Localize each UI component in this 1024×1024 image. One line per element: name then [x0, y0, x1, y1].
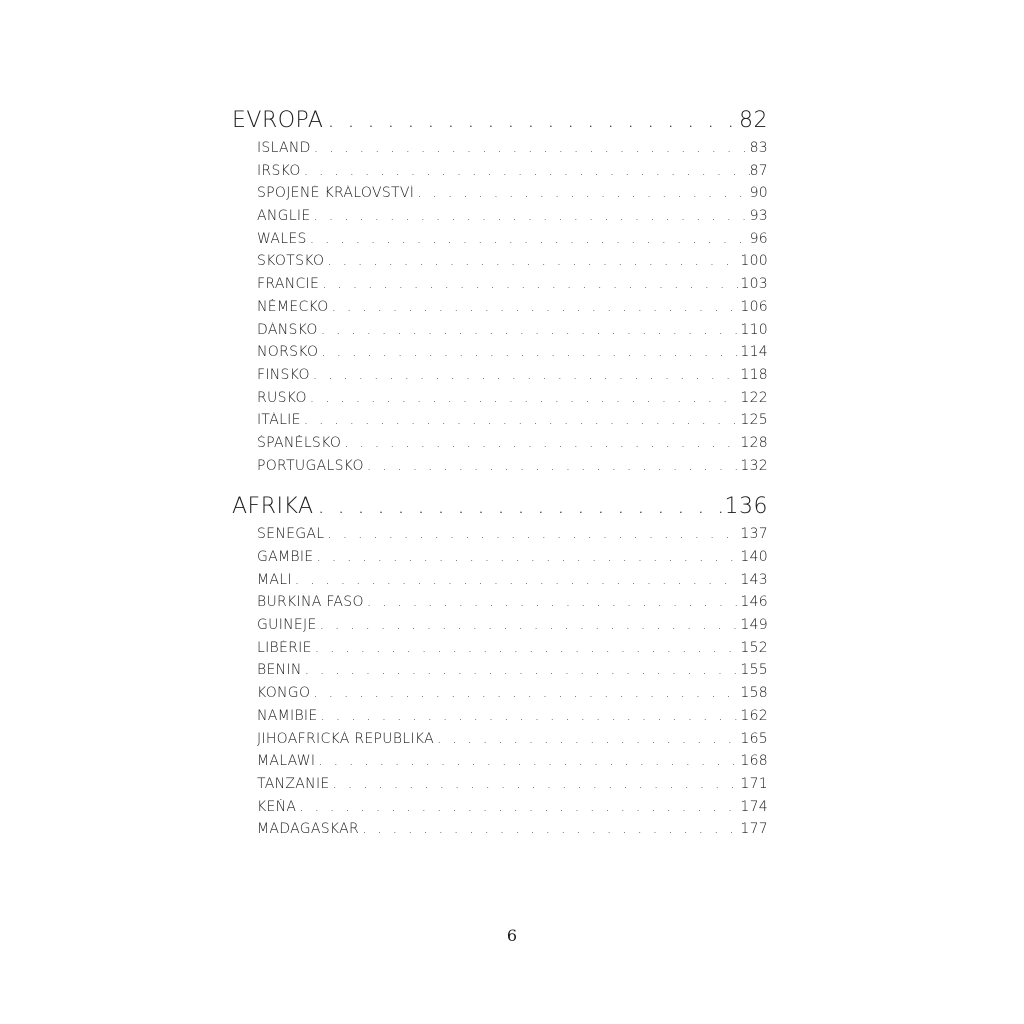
- entry-page-number: 149: [740, 617, 768, 634]
- toc-entry[interactable]: [257, 640, 768, 663]
- toc-entry[interactable]: [257, 458, 768, 481]
- entry-label: KEŇA: [257, 798, 297, 815]
- toc-entry[interactable]: [257, 185, 768, 208]
- entry-label: JIHOAFRICKÁ REPUBLIKA: [257, 730, 434, 747]
- entry-label: LIBÉRIE: [257, 639, 312, 656]
- toc-section-afrika: [232, 494, 768, 844]
- section-heading[interactable]: [232, 108, 768, 140]
- entry-page-number: 93: [749, 208, 768, 225]
- entry-page-number: 122: [740, 389, 768, 406]
- toc-entry[interactable]: [257, 435, 768, 458]
- entry-label: SKOTSKO: [257, 253, 325, 270]
- entry-label: DÁNSKO: [257, 321, 318, 338]
- entry-page-number: 168: [740, 753, 768, 770]
- entry-label: GUINEJE: [257, 617, 317, 634]
- entry-page-number: 87: [749, 162, 768, 179]
- dot-leader: [315, 753, 740, 769]
- toc-entry[interactable]: [257, 776, 768, 799]
- entry-page-number: 83: [749, 140, 768, 156]
- entry-label: ITÁLIE: [257, 412, 301, 429]
- entry-label: MALAWI: [257, 753, 316, 770]
- dot-leader: [318, 708, 741, 724]
- dot-leader: [329, 299, 741, 315]
- entry-page-number: 162: [740, 707, 768, 724]
- entry-page-number: 90: [749, 185, 768, 202]
- entry-label: RUSKO: [257, 389, 307, 406]
- entry-label: GAMBIE: [257, 549, 314, 565]
- entry-label: FRANCIE: [257, 276, 320, 293]
- dot-leader: [310, 208, 749, 224]
- dot-leader: [301, 163, 750, 179]
- toc-entry[interactable]: [257, 140, 768, 163]
- toc-entry[interactable]: [257, 367, 768, 390]
- page-number: 6: [506, 926, 518, 945]
- entry-page-number: 171: [740, 775, 768, 792]
- entry-label: IRSKO: [257, 162, 301, 179]
- dot-leader: [414, 185, 749, 201]
- entry-page-number: 110: [740, 321, 768, 338]
- dot-leader: [324, 526, 740, 542]
- entry-label: BENIN: [257, 662, 302, 679]
- toc-entry[interactable]: [257, 208, 768, 231]
- table-of-contents: [232, 108, 768, 844]
- toc-entry[interactable]: [257, 708, 768, 731]
- section-title: AFRIKA: [232, 494, 314, 520]
- entry-page-number: 177: [740, 821, 768, 838]
- toc-entry[interactable]: [257, 594, 768, 617]
- entry-label: PORTUGALSKO: [257, 457, 364, 474]
- entry-page-number: 174: [740, 798, 768, 815]
- section-entries: [232, 526, 768, 844]
- dot-leader: [312, 640, 741, 656]
- entry-page-number: 118: [740, 366, 768, 383]
- toc-entry[interactable]: [257, 344, 768, 367]
- toc-entry[interactable]: [257, 731, 768, 754]
- dot-leader: [319, 276, 740, 292]
- entry-page-number: 158: [740, 685, 768, 702]
- entry-page-number: 132: [740, 457, 768, 474]
- dot-leader: [359, 821, 740, 837]
- entry-label: ISLAND: [257, 140, 311, 156]
- toc-entry[interactable]: [257, 412, 768, 435]
- dot-leader: [296, 799, 740, 815]
- entry-label: MADAGASKAR: [257, 821, 360, 838]
- toc-entry[interactable]: [257, 253, 768, 276]
- dot-leader: [310, 685, 740, 701]
- dot-leader: [307, 231, 750, 247]
- entry-label: ANGLIE: [257, 208, 311, 225]
- section-entries: [232, 140, 768, 480]
- toc-entry[interactable]: [257, 821, 768, 844]
- toc-entry[interactable]: [257, 549, 768, 572]
- dot-leader: [318, 344, 740, 360]
- dot-leader: [307, 390, 741, 406]
- entry-page-number: 125: [740, 412, 768, 429]
- dot-leader: [330, 776, 741, 792]
- entry-label: NĚMECKO: [257, 298, 329, 315]
- dot-leader: [310, 367, 741, 383]
- entry-label: ŠPANĚLSKO: [257, 434, 342, 451]
- toc-entry[interactable]: [257, 572, 768, 595]
- entry-page-number: 106: [740, 298, 768, 315]
- entry-page-number: 128: [740, 434, 768, 451]
- dot-leader: [324, 253, 740, 269]
- toc-entry[interactable]: [257, 231, 768, 254]
- entry-page-number: 155: [740, 662, 768, 679]
- entry-page-number: 114: [740, 344, 768, 361]
- entry-page-number: 152: [740, 639, 768, 656]
- toc-entry[interactable]: [257, 163, 768, 186]
- dot-leader: [434, 731, 740, 747]
- toc-entry[interactable]: [257, 753, 768, 776]
- toc-entry[interactable]: [257, 799, 768, 822]
- entry-page-number: 140: [740, 549, 768, 565]
- section-page-number: 82: [739, 108, 768, 133]
- dot-leader: [323, 108, 739, 133]
- dot-leader: [341, 435, 740, 451]
- dot-leader: [364, 594, 741, 610]
- entry-label: KONGO: [257, 685, 311, 702]
- toc-entry[interactable]: [257, 390, 768, 413]
- entry-page-number: 96: [749, 230, 768, 247]
- entry-page-number: 100: [740, 253, 768, 270]
- entry-label: NORSKO: [257, 344, 319, 361]
- dot-leader: [302, 662, 741, 678]
- entry-label: FINSKO: [257, 366, 310, 383]
- dot-leader: [292, 572, 741, 588]
- entry-label: SPOJENÉ KRÁLOVSTVÍ: [257, 185, 415, 202]
- entry-label: SENEGAL: [257, 526, 325, 543]
- toc-entry[interactable]: [257, 617, 768, 640]
- entry-label: BURKINA FASO: [257, 594, 364, 611]
- dot-leader: [317, 617, 741, 633]
- entry-page-number: 137: [740, 526, 768, 543]
- toc-entry[interactable]: [257, 276, 768, 299]
- toc-entry[interactable]: [257, 526, 768, 549]
- entry-label: TANZANIE: [257, 775, 330, 792]
- toc-entry[interactable]: [257, 685, 768, 708]
- toc-entry[interactable]: [257, 322, 768, 345]
- entry-label: MALI: [257, 571, 292, 588]
- dot-leader: [318, 322, 741, 338]
- toc-entry[interactable]: [257, 299, 768, 322]
- entry-page-number: 103: [740, 276, 768, 293]
- entry-label: NAMIBIE: [257, 707, 318, 724]
- toc-entry[interactable]: [257, 662, 768, 685]
- dot-leader: [311, 140, 750, 156]
- section-title: EVROPA: [232, 108, 324, 133]
- entry-page-number: 165: [740, 730, 768, 747]
- dot-leader: [364, 458, 741, 474]
- dot-leader: [301, 412, 741, 428]
- toc-section-evropa: [232, 108, 768, 480]
- entry-label: WALES: [257, 230, 307, 247]
- dot-leader: [313, 549, 740, 565]
- dot-leader: [314, 494, 725, 519]
- section-page-number: 136: [724, 494, 768, 520]
- entry-page-number: 146: [740, 594, 768, 611]
- entry-page-number: 143: [740, 571, 768, 588]
- section-heading[interactable]: [232, 494, 768, 526]
